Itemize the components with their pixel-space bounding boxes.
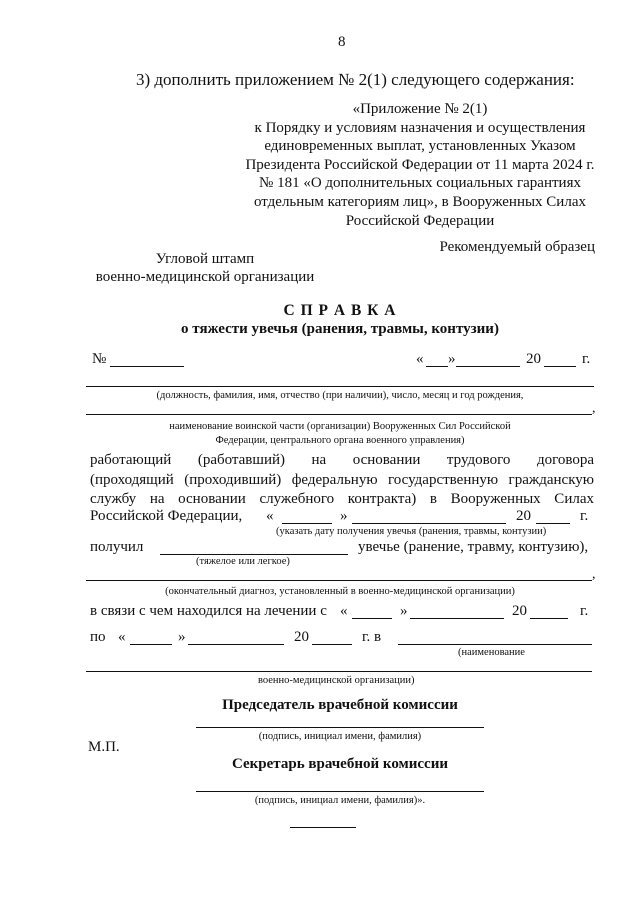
received-label: получил (90, 539, 144, 555)
number-label: № (92, 351, 107, 367)
date-close-quote: » (448, 351, 456, 367)
injury-year-suffix: г. (580, 508, 589, 524)
chairman-title: Председатель врачебной комиссии (222, 697, 458, 713)
appendix-reference (230, 100, 610, 230)
diagnosis-field[interactable] (86, 580, 592, 581)
treatment-start-day-field[interactable] (352, 618, 392, 619)
injury-date-close-quote: » (340, 508, 348, 524)
treatment-close-quote: » (400, 603, 408, 619)
person-caption: (должность, фамилия, имя, отчество (при наличии), число, месяц и год рождения, (156, 390, 524, 401)
injury-day-field[interactable] (282, 523, 332, 524)
unit-caption-line: наименование воинской части (организации) Вооруженных Сил Российской (169, 421, 511, 432)
appendix-line: единовременных выплат, установленных Указом (264, 138, 576, 155)
year-field[interactable] (544, 366, 576, 367)
document-subtitle: о тяжести увечья (ранения, травмы, контузии) (181, 321, 499, 337)
chairman-signature-caption: (подпись, инициал имени, фамилия) (258, 731, 422, 742)
treatment-year-prefix: 20 (512, 603, 527, 619)
body-line: Российской Федерации, (90, 508, 243, 524)
comma: , (592, 401, 596, 416)
until-label: по (90, 629, 106, 645)
chairman-signature-field[interactable] (196, 727, 484, 728)
document-title: С П Р А В К А (283, 302, 397, 319)
severity-field[interactable] (160, 554, 348, 555)
organization-field[interactable] (398, 644, 592, 645)
unit-field[interactable] (86, 414, 592, 415)
treatment-label: в связи с чем находился на лечении с (90, 603, 327, 619)
until-open-quote: « (118, 629, 126, 645)
appendix-line: к Порядку и условиям назначения и осуществления (254, 119, 586, 136)
treatment-start-year-field[interactable] (530, 618, 568, 619)
comma: , (592, 567, 596, 582)
injury-year-prefix: 20 (516, 508, 531, 524)
organization-field-continued[interactable] (86, 671, 592, 672)
employment-paragraph (90, 451, 594, 510)
severity-caption: (тяжелое или легкое) (196, 556, 290, 567)
month-field[interactable] (456, 366, 520, 367)
date-open-quote: « (416, 351, 424, 367)
treatment-open-quote: « (340, 603, 348, 619)
injury-date-caption: (указать дату получения увечья (ранения, травмы, контузии) (276, 526, 547, 537)
unit-caption (86, 420, 594, 447)
until-close-quote: » (178, 629, 186, 645)
appendix-line: Президента Российской Федерации от 11 марта 2024 г. (245, 156, 595, 173)
corner-stamp (90, 250, 320, 286)
closing-divider (290, 827, 356, 828)
number-field[interactable] (110, 366, 184, 367)
treatment-end-day-field[interactable] (130, 644, 172, 645)
injury-date-open-quote: « (266, 508, 274, 524)
amendment-heading: 3) дополнить приложением № 2(1) следующего содержания: (136, 70, 575, 89)
appendix-line: отдельным категориям лиц», в Вооруженных Силах (254, 193, 586, 210)
injury-year-field[interactable] (536, 523, 570, 524)
seal-label: М.П. (88, 739, 120, 755)
stamp-line: военно-медицинской организации (95, 269, 315, 285)
recommended-sample: Рекомендуемый образец (439, 239, 595, 255)
org-caption-continued: военно-медицинской организации) (258, 675, 415, 686)
org-caption: (наименование (458, 647, 525, 658)
secretary-signature-field[interactable] (196, 791, 484, 792)
year-suffix: г. (582, 351, 591, 367)
injury-month-field[interactable] (352, 523, 506, 524)
body-line: работающий (работавший) на основании трудового договора (90, 452, 594, 468)
treatment-year-suffix: г. (580, 603, 589, 619)
treatment-end-year-field[interactable] (312, 644, 352, 645)
person-field[interactable] (86, 386, 594, 387)
appendix-line: «Приложение № 2(1) (352, 101, 488, 117)
until-year-prefix: 20 (294, 629, 309, 645)
page-number: 8 (338, 34, 346, 50)
unit-caption-line: Федерации, центрального органа военного управления) (215, 434, 465, 446)
year-prefix: 20 (526, 351, 541, 367)
body-line: (проходящий (проходивший) федеральную государственную гражданскую (90, 471, 594, 488)
appendix-line: № 181 «О дополнительных социальных гарантиях (259, 175, 581, 192)
secretary-signature-caption: (подпись, инициал имени, фамилия)». (254, 795, 426, 806)
stamp-line: Угловой штамп (155, 251, 255, 267)
body-line: службу на основании служебного контракта) в Вооруженных Силах (90, 491, 594, 508)
treatment-end-month-field[interactable] (188, 644, 284, 645)
secretary-title: Секретарь врачебной комиссии (231, 756, 448, 772)
injury-label: увечье (ранение, травму, контузию), (358, 539, 589, 555)
until-year-in: г. в (362, 629, 382, 645)
day-field[interactable] (426, 366, 448, 367)
appendix-line: Российской Федерации (345, 212, 495, 229)
treatment-start-month-field[interactable] (410, 618, 504, 619)
diagnosis-caption: (окончательный диагноз, установленный в военно-медицинской организации) (165, 586, 515, 597)
